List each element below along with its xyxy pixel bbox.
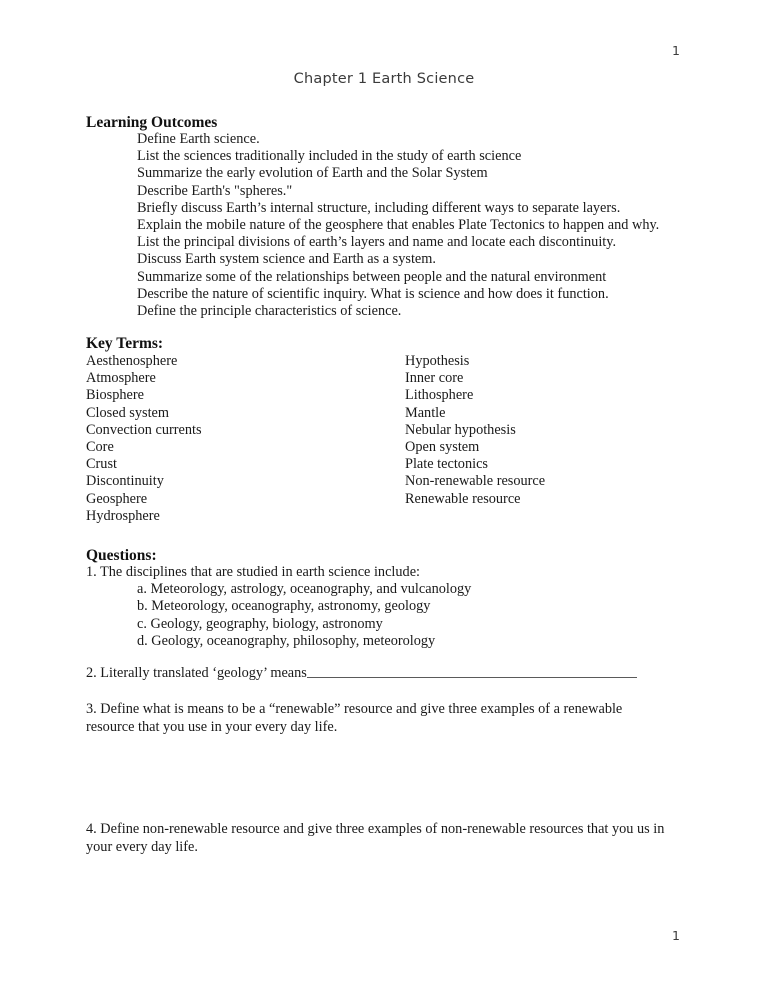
question-4-text: 4. Define non-renewable resource and give three examples of non-renewable resources that you us in your every day life. bbox=[86, 821, 665, 855]
list-item: List the principal divisions of earth’s layers and name and locate each discontinuity. bbox=[137, 234, 617, 251]
list-item: Discuss Earth system science and Earth as a system. bbox=[137, 251, 436, 268]
list-item: Crust bbox=[86, 456, 117, 473]
list-item: Biosphere bbox=[86, 387, 144, 404]
list-item: Hydrosphere bbox=[86, 507, 160, 524]
list-item: Explain the mobile nature of the geosphere that enables Plate Tectonics to happen and why. bbox=[137, 217, 660, 234]
list-item: Describe the nature of scientific inquiry. What is science and how does it function. bbox=[137, 285, 609, 302]
answer-blank-line[interactable] bbox=[307, 665, 637, 678]
document-title: Chapter 1 Earth Science bbox=[293, 71, 475, 87]
question-2-stem bbox=[86, 665, 686, 682]
list-item: Atmosphere bbox=[86, 370, 156, 387]
learning-outcomes-list bbox=[86, 131, 686, 320]
list-item: Briefly discuss Earth’s internal structure, including different ways to separate layers. bbox=[137, 199, 621, 216]
list-item: Discontinuity bbox=[86, 473, 164, 490]
list-item: List the sciences traditionally included in the study of earth science bbox=[137, 148, 522, 165]
list-item: Summarize the early evolution of Earth and the Solar System bbox=[137, 165, 488, 182]
option-c[interactable]: c. Geology, geography, biology, astronomy bbox=[137, 615, 383, 632]
list-item: Closed system bbox=[86, 404, 170, 421]
questions-heading: Questions: bbox=[86, 547, 157, 564]
question-2 bbox=[86, 665, 686, 682]
question-1-options bbox=[86, 581, 686, 650]
list-item: Inner core bbox=[405, 370, 464, 387]
list-item: Nebular hypothesis bbox=[405, 421, 516, 438]
list-item: Plate tectonics bbox=[405, 456, 488, 473]
list-item: Define Earth science. bbox=[137, 131, 260, 147]
list-item: Hypothesis bbox=[405, 353, 470, 369]
question-4 bbox=[86, 821, 686, 856]
key-terms-column-right bbox=[405, 353, 545, 508]
learning-outcomes-heading: Learning Outcomes bbox=[86, 114, 218, 131]
list-item: Describe Earth's "spheres." bbox=[137, 182, 293, 199]
question-3 bbox=[86, 701, 686, 736]
list-item: Non-renewable resource bbox=[405, 473, 546, 490]
list-item: Geosphere bbox=[86, 490, 148, 507]
question-3-text: 3. Define what is means to be a “renewable” resource and give three examples of a renewable resource that you use in your every day life. bbox=[86, 701, 623, 735]
page-number-header: 1 bbox=[672, 43, 680, 58]
option-d[interactable]: d. Geology, oceanography, philosophy, meteorology bbox=[137, 632, 436, 649]
key-terms-column-left bbox=[86, 353, 202, 525]
key-terms-section bbox=[86, 335, 686, 524]
list-item: Aesthenosphere bbox=[86, 353, 178, 369]
questions-section bbox=[86, 547, 686, 650]
list-item: Lithosphere bbox=[405, 387, 474, 404]
option-b[interactable]: b. Meteorology, oceanography, astronomy, geology bbox=[137, 598, 431, 615]
learning-outcomes-section bbox=[86, 114, 686, 320]
list-item: Convection currents bbox=[86, 421, 202, 438]
list-item: Define the principle characteristics of science. bbox=[137, 303, 402, 320]
list-item: Renewable resource bbox=[405, 490, 521, 507]
key-terms-heading: Key Terms: bbox=[86, 335, 164, 352]
option-a[interactable]: a. Meteorology, astrology, oceanography, and vulcanology bbox=[137, 581, 472, 598]
list-item: Summarize some of the relationships between people and the natural environment bbox=[137, 268, 607, 285]
list-item: Open system bbox=[405, 439, 480, 456]
page-number-footer: 1 bbox=[672, 928, 680, 943]
list-item: Core bbox=[86, 439, 114, 456]
question-2-text: 2. Literally translated ‘geology’ means bbox=[86, 665, 307, 682]
list-item: Mantle bbox=[405, 404, 446, 421]
question-1-stem: 1. The disciplines that are studied in earth science include: bbox=[86, 564, 421, 580]
